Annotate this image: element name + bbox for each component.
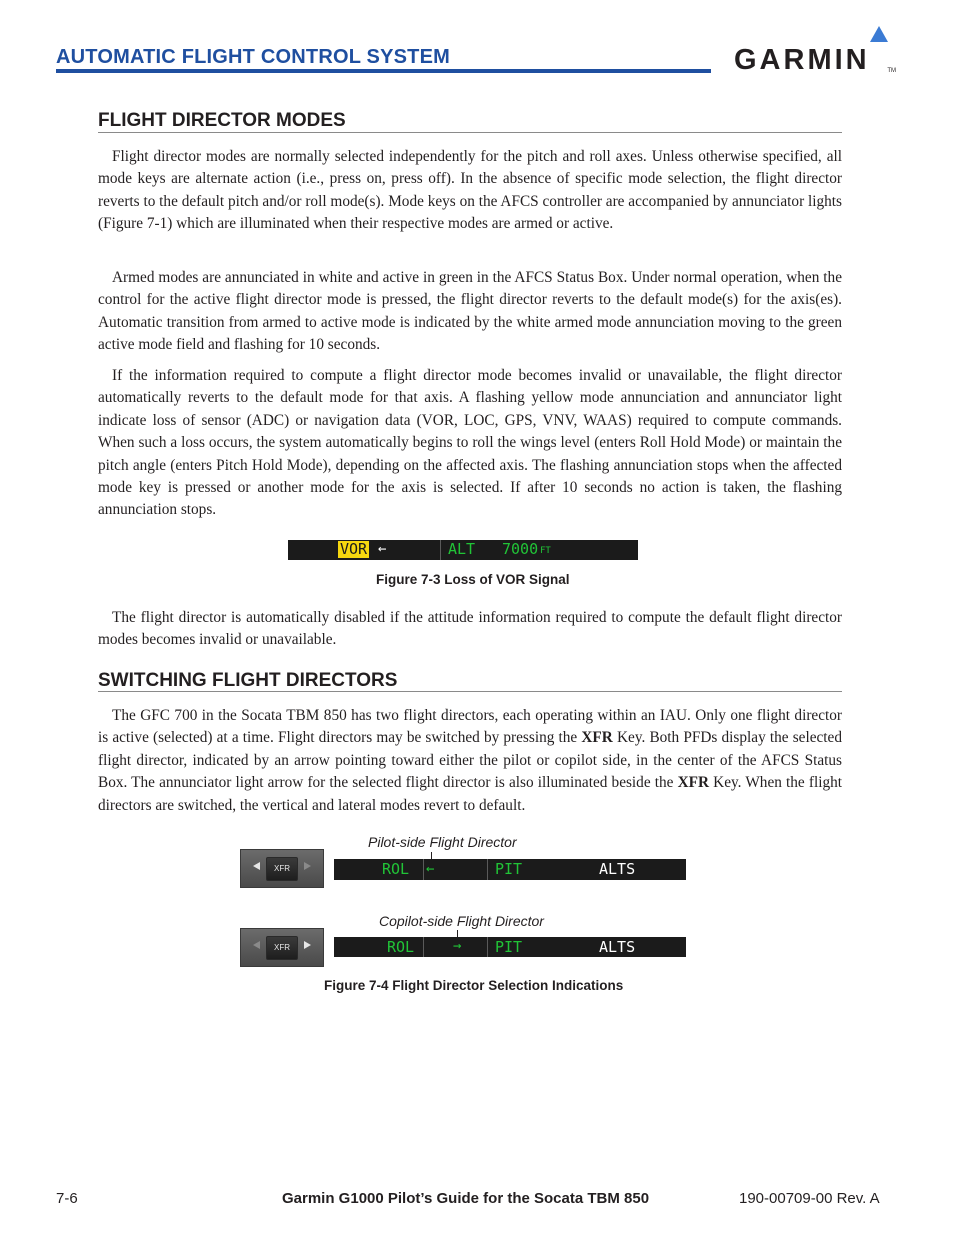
xfr-left-arrow-dim-icon — [253, 941, 260, 949]
altitude-value: 7000 — [502, 540, 539, 558]
afcs-status-box-copilot — [334, 937, 686, 957]
altitude-unit: FT — [540, 546, 551, 556]
section-title: AUTOMATIC FLIGHT CONTROL SYSTEM — [56, 46, 450, 68]
logo-text: GARMIN — [734, 44, 870, 76]
footer-title: Garmin G1000 Pilot’s Guide for the Socata TBM 850 — [282, 1190, 650, 1207]
roll-mode-field — [288, 540, 441, 560]
paragraph: Flight director modes are normally selected independently for the pitch and roll axes. Unless otherwise specified, all mode keys are alternate action (i.e., press on, press off). In the absence of specific mode selection, the flight director reverts to the default pitch and/or roll mode(s). Mode keys on the AFCS controller are accompanied by annunciator lights (Figure 7-1) which are illuminated when their respective modes are armed or active. — [98, 148, 842, 233]
xfr-key-button[interactable]: XFR — [266, 936, 298, 960]
pitch-mode-field — [487, 937, 685, 957]
section-title-rule — [56, 69, 711, 73]
figure-caption: Figure 7-4 Flight Director Selection Indications — [324, 978, 624, 993]
xfr-key-panel-copilot — [240, 928, 324, 967]
paragraph-part: Key. When the flight directors are switched, the vertical and lateral modes revert to default. — [98, 774, 842, 814]
roll-mode-vor: VOR — [340, 540, 368, 558]
afcs-status-box-pilot — [334, 859, 686, 880]
pitch-mode-pit: PIT — [495, 938, 523, 956]
copilot-side-callout: Copilot-side Flight Director — [379, 913, 544, 929]
alt-mode-alts: ALTS — [599, 860, 636, 878]
paragraph: If the information required to compute a flight director mode becomes invalid or unavailable, the flight director automatically reverts to the default mode for that axis. A flashing yellow mode annunciation and annunciator light indicate loss of sensor (ADC) or navigation data (VOR, LOC, GPS, VNV, WAAS) required to compute commands. When such a loss occurs, the system automatically begins to roll the wings level (enters Roll Hold Mode) or maintain the pitch angle (enters Pitch Hold Mode), depending on the affected axis. The flashing annunciation stops when the affected mode key is pressed or another mode for the axis is selected. If after 10 seconds no action is taken, the flashing annunciation stops. — [98, 367, 842, 519]
paragraph: Armed modes are annunciated in white and active in green in the AFCS Status Box. Under normal operation, when the control for the active flight director mode is pressed, the flight director reverts to the default mode(s) for the axis(es). Automatic transition from armed to active mode is indicated by the white armed mode annunciation moving to the green active mode field and flashing for 10 seconds. — [98, 269, 842, 354]
pitch-mode-alt: ALT — [448, 540, 476, 558]
logo-triangle-icon — [870, 26, 888, 42]
doc-number: 190-00709-00 Rev. A — [739, 1190, 880, 1207]
page-number: 7-6 — [56, 1190, 78, 1207]
paragraph-part: Key. Both PFDs display the selected flight director, indicated by an arrow pointing toward either the pilot or copilot side, in the center of the AFCS Status Box. The annunciator light arrow for the selected flight director is also illuminated beside the — [98, 729, 842, 792]
xfr-key-name: XFR — [677, 774, 710, 792]
pitch-mode-field — [487, 859, 685, 880]
logo-trademark: TM — [887, 68, 896, 74]
fd-selection-field — [423, 937, 488, 957]
alt-mode-alts: ALTS — [599, 938, 636, 956]
xfr-key-name: XFR — [581, 729, 613, 747]
paragraph: The flight director is automatically disabled if the attitude information required to compute the default flight director modes becomes invalid or unavailable. — [98, 609, 842, 649]
paragraph-part: The GFC 700 in the Socata TBM 850 has two flight directors, each operating within an IAU. Only one flight director is active (selected) at a time. Flight directors may be switched by pressing the — [98, 707, 842, 747]
heading-rule — [98, 132, 842, 133]
fd-selection-field — [423, 859, 488, 880]
heading-flight-director-modes: FLIGHT DIRECTOR MODES — [98, 110, 346, 131]
roll-mode-field — [334, 937, 424, 957]
xfr-left-arrow-lit-icon — [253, 862, 260, 870]
heading-rule — [98, 691, 842, 692]
paragraph — [98, 705, 842, 817]
xfr-key-panel-pilot — [240, 849, 324, 888]
pitch-mode-pit: PIT — [495, 860, 523, 878]
afcs-status-box-vor-loss — [288, 540, 638, 560]
xfr-right-arrow-lit-icon — [304, 941, 311, 949]
fd-arrow-left-icon: ← — [426, 861, 435, 877]
xfr-right-arrow-dim-icon — [304, 862, 311, 870]
figure-caption: Figure 7-3 Loss of VOR Signal — [376, 572, 570, 587]
pilot-side-callout: Pilot-side Flight Director — [368, 834, 517, 850]
fd-arrow-right-icon: → — [453, 938, 462, 954]
fd-arrow-left-icon: ← — [378, 541, 387, 557]
heading-switching-flight-directors: SWITCHING FLIGHT DIRECTORS — [98, 670, 398, 691]
garmin-logo — [734, 26, 896, 76]
roll-mode-field — [334, 859, 424, 880]
pitch-mode-field — [440, 540, 637, 560]
roll-mode-rol: ROL — [387, 938, 415, 956]
xfr-key-button[interactable]: XFR — [266, 857, 298, 881]
roll-mode-rol: ROL — [382, 860, 410, 878]
